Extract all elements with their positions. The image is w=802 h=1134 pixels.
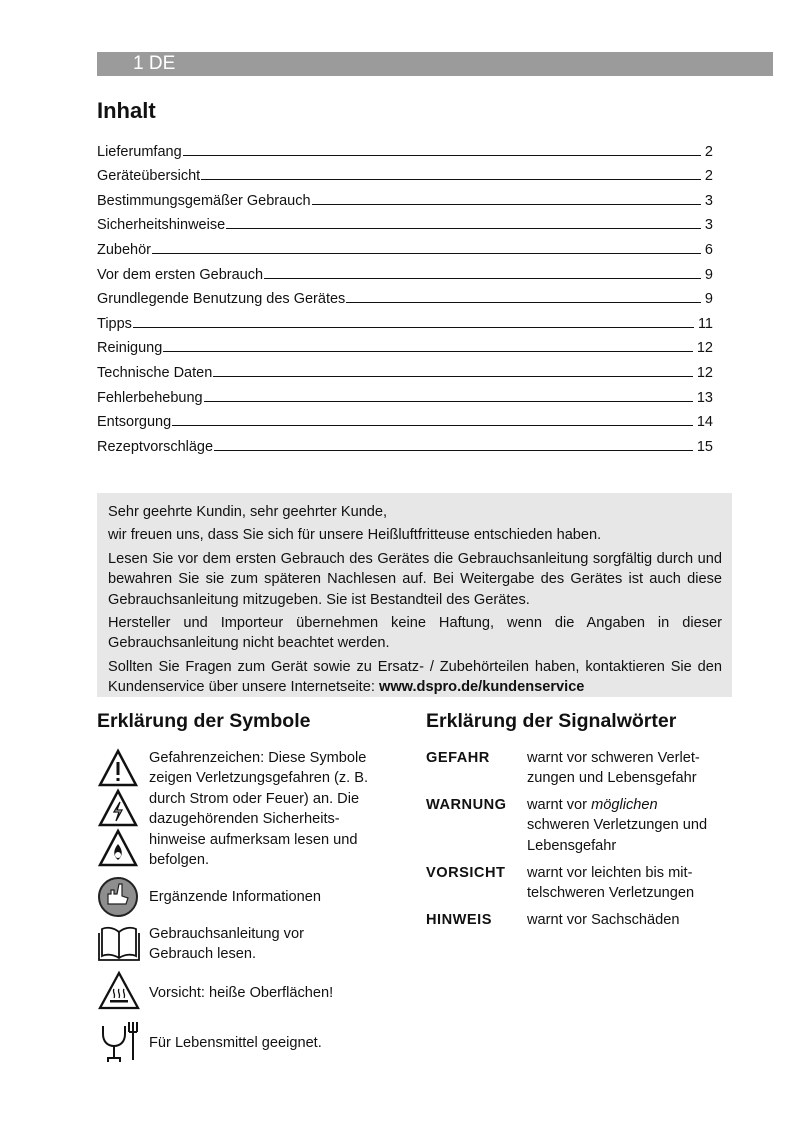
signals-heading: Erklärung der Signalwörter — [426, 710, 677, 732]
symbol-text: Für Lebensmittel geeignet. — [149, 1035, 322, 1051]
signal-word: HINWEIS — [426, 912, 492, 928]
symbol-text: Gebrauch lesen. — [149, 946, 257, 963]
toc-entry-label: Geräteübersicht — [97, 168, 201, 185]
toc-entry[interactable] — [97, 160, 713, 185]
toc-leader-line — [152, 253, 701, 254]
symbol-text: hinweise aufmerksam lesen und — [149, 831, 358, 848]
symbol-text: durch Strom oder Feuer) an. Die — [149, 790, 360, 807]
book-icon — [97, 924, 141, 962]
toc-entry[interactable] — [97, 283, 713, 308]
signal-word: VORSICHT — [426, 865, 506, 881]
symbol-text: befolgen. — [149, 852, 210, 869]
toc-page-number: 3 — [704, 192, 713, 209]
toc-page-number: 12 — [696, 364, 713, 381]
signal-text: Lebensgefahr — [527, 837, 617, 854]
signal-text: telschweren Verletzungen — [527, 885, 695, 902]
signal-word: GEFAHR — [426, 750, 490, 766]
toc-page-number: 13 — [696, 389, 713, 406]
warning-triangle-icons — [97, 748, 139, 870]
toc-entry[interactable] — [97, 135, 713, 160]
toc-page-number: 3 — [704, 217, 713, 234]
toc-leader-line — [163, 351, 693, 352]
intro-paragraph: Hersteller und Importeur übernehmen keine Haftung, wenn die Angaben in dieser Gebrauchsanleitung nicht beachtet werden. — [108, 615, 722, 652]
symbol-text: Vorsicht: heiße Oberflächen! — [149, 985, 334, 1001]
service-link[interactable]: www.dspro.de/kundenservice — [378, 679, 585, 696]
toc-page-number: 6 — [704, 241, 713, 258]
intro-paragraph: wir freuen uns, dass Sie sich für unsere Heißluftfritteuse entschieden haben. — [108, 527, 602, 544]
signal-emphasis: möglichen — [591, 797, 658, 813]
toc-title: Inhalt — [97, 98, 156, 123]
toc-leader-line — [204, 401, 693, 402]
toc-entry[interactable] — [97, 184, 713, 209]
toc-entry-label: Entsorgung — [97, 414, 172, 431]
toc-entry[interactable] — [97, 258, 713, 283]
toc-page-number: 15 — [696, 438, 713, 455]
toc-entry-label: Reinigung — [97, 340, 163, 357]
hand-info-icon — [97, 876, 139, 918]
symbol-text: Gefahrenzeichen: Diese Symbole — [149, 750, 367, 766]
signal-text: warnt vor Sachschäden — [527, 912, 680, 928]
toc-entry-label: Sicherheitshinweise — [97, 217, 226, 234]
toc-entry[interactable] — [97, 406, 713, 431]
toc-leader-line — [133, 327, 694, 328]
toc-entry-label: Vor dem ersten Gebrauch — [97, 266, 264, 283]
symbol-text: Gebrauchsanleitung vor — [149, 926, 304, 942]
signal-text: schweren Verletzungen und — [527, 817, 708, 834]
intro-box — [97, 493, 732, 697]
toc-entry-label: Lieferumfang — [97, 143, 182, 160]
toc-page-number: 9 — [704, 291, 713, 308]
signal-word: WARNUNG — [426, 797, 507, 813]
symbol-text: zeigen Verletzungsgefahren (z. B. — [149, 770, 369, 787]
toc-entry-label: Technische Daten — [97, 364, 213, 381]
toc-entry-label: Bestimmungsgemäßer Gebrauch — [97, 192, 311, 209]
contact-text: Sollten Sie Fragen zum Gerät sowie zu Ersatz- / Zubehörteilen haben, kontaktieren Sie den Kundenservice über unsere Internetseite: — [108, 658, 722, 696]
toc-entry[interactable] — [97, 307, 713, 332]
signal-text: warnt vor leichten bis mit- — [527, 865, 693, 881]
toc-entry[interactable] — [97, 430, 713, 455]
signal-text: warnt vor schweren Verlet- — [527, 750, 700, 766]
greeting: Sehr geehrte Kundin, sehr geehrter Kunde, — [108, 504, 388, 520]
toc-leader-line — [201, 179, 701, 180]
toc-page-number: 2 — [704, 143, 713, 160]
page-header-bar — [97, 52, 773, 76]
toc-entry-label: Grundlegende Benutzung des Gerätes — [97, 291, 346, 308]
toc-page-number: 2 — [704, 168, 713, 185]
toc-leader-line — [264, 278, 701, 279]
toc-page-number: 12 — [696, 340, 713, 357]
intro-paragraph: Lesen Sie vor dem ersten Gebrauch des Gerätes die Gebrauchsanleitung sorgfältig durch und bewahren Sie sie zum späteren Nachlesen auf. Bei Weitergabe des Gerätes ist auch diese Gebrauchsanleitung mitzugeben. Sie ist Bestandteil des Gerätes. — [108, 550, 722, 608]
toc-entry-label: Zubehör — [97, 241, 152, 258]
toc-entry[interactable] — [97, 332, 713, 357]
symbols-heading: Erklärung der Symbole — [97, 710, 311, 732]
symbol-text: dazugehörenden Sicherheits- — [149, 811, 340, 828]
toc-leader-line — [346, 302, 701, 303]
toc-entry-label: Fehlerbehebung — [97, 389, 203, 406]
table-of-contents — [97, 135, 713, 455]
toc-leader-line — [312, 204, 701, 205]
toc-entry[interactable] — [97, 356, 713, 381]
toc-page-number: 11 — [697, 315, 713, 332]
toc-entry-label: Rezeptvorschläge — [97, 438, 214, 455]
toc-leader-line — [172, 425, 693, 426]
toc-leader-line — [213, 376, 693, 377]
hot-surface-icon — [97, 970, 141, 1012]
toc-page-number: 9 — [704, 266, 713, 283]
toc-entry-label: Tipps — [97, 315, 132, 332]
symbol-text: Ergänzende Informationen — [149, 889, 321, 905]
page-label: 1 DE — [133, 53, 176, 74]
intro-paragraph — [108, 657, 722, 698]
toc-page-number: 14 — [696, 414, 713, 431]
toc-leader-line — [214, 450, 693, 451]
food-safe-icon — [100, 1020, 140, 1064]
toc-leader-line — [226, 228, 701, 229]
signal-text: zungen und Lebensgefahr — [527, 770, 697, 787]
toc-entry[interactable] — [97, 381, 713, 406]
toc-leader-line — [183, 155, 701, 156]
signal-text: warnt vor — [527, 797, 592, 813]
toc-entry[interactable] — [97, 233, 713, 258]
toc-entry[interactable] — [97, 209, 713, 234]
